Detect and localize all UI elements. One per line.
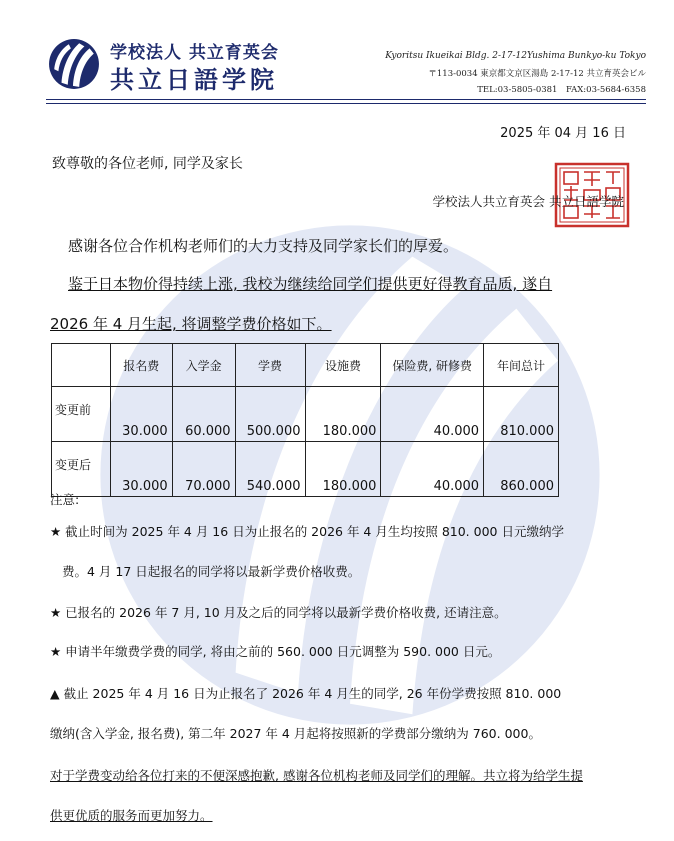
- table-cell: 860.000: [484, 442, 559, 497]
- note-1-line-2: 费。4 月 17 日起报名的同学将以最新学费价格收费。: [62, 564, 361, 579]
- table-cell: 70.000: [172, 442, 235, 497]
- header-insurance-training-fee: 保险费, 研修费: [381, 344, 484, 387]
- table-cell: 180.000: [305, 387, 381, 442]
- table-cell: 30.000: [110, 442, 172, 497]
- table-cell: 40.000: [381, 442, 484, 497]
- table-row: [52, 442, 559, 497]
- fee-table-header-row: [52, 344, 559, 387]
- note-1-line-1: ★ 截止时间为 2025 年 4 月 16 日为止报名的 2026 年 4 月生均按照 810. 000 日元缴纳学: [50, 524, 564, 539]
- table-cell: 810.000: [484, 387, 559, 442]
- address-japanese: 〒113-0034 東京都文京区湯島 2-17-12 共立育英会ビル: [428, 69, 646, 79]
- table-cell: 500.000: [235, 387, 305, 442]
- note-4-line-1: ▲ 截止 2025 年 4 月 16 日为止报名了 2026 年 4 月生的同学, 26 年份学费按照 810. 000: [50, 686, 562, 701]
- closing-line-1: 对于学费变动给各位打来的不便深感抱歉, 感谢各位机构老师及同学们的理解。共立将为给学生提: [50, 768, 583, 783]
- table-cell: 540.000: [235, 442, 305, 497]
- school-name: 共立日語学院: [110, 66, 278, 94]
- row-label-after: 变更后: [52, 442, 111, 497]
- letterhead: [0, 0, 674, 100]
- address-english: Kyoritsu Ikueikai Bldg. 2-17-12Yushima Bunkyo-ku Tokyo: [385, 51, 646, 61]
- greeting: 致尊敬的各位老师, 同学及家长: [52, 156, 243, 172]
- header-rule-thin: [46, 103, 646, 104]
- thanks-paragraph: 感谢各位合作机构老师们的大力支持及同学家长们的厚爱。: [68, 237, 459, 255]
- table-row: [52, 387, 559, 442]
- document-date: 2025 年 04 月 16 日: [500, 126, 626, 141]
- note-2: ★ 已报名的 2026 年 7 月, 10 月及之后的同学将以最新学费价格收费, 还请注意。: [50, 605, 507, 620]
- table-cell: 40.000: [381, 387, 484, 442]
- header-tuition: 学费: [235, 344, 305, 387]
- phone-fax: TEL:03-5805-0381 FAX:03-5684-6358: [477, 85, 646, 95]
- header-admission-fee: 入学金: [172, 344, 235, 387]
- intro-line-2: 2026 年 4 月生起, 将调整学费价格如下。: [50, 315, 332, 333]
- intro-line-1: 鉴于日本物价得持续上涨, 我校为继续给同学们提供更好得教育品质, 遂自: [68, 275, 553, 293]
- row-label-before: 变更前: [52, 387, 111, 442]
- header-rule: [46, 99, 646, 100]
- table-cell: 180.000: [305, 442, 381, 497]
- table-cell: 30.000: [110, 387, 172, 442]
- corporation-name: 学校法人 共立育英会: [110, 43, 279, 63]
- header-facility-fee: 设施费: [305, 344, 381, 387]
- table-corner-cell: [52, 344, 111, 387]
- notes-title: 注意:: [50, 492, 80, 507]
- fee-table: [51, 343, 559, 497]
- kyoritsu-logo-icon: [48, 38, 100, 90]
- note-3: ★ 申请半年缴费学费的同学, 将由之前的 560. 000 日元调整为 590. 000 日元。: [50, 644, 501, 659]
- note-4-line-2: 缴纳(含入学金, 报名费), 第二年 2027 年 4 月起将按照新的学费部分缴纳为 760. 000。: [50, 726, 541, 741]
- header-registration-fee: 报名费: [110, 344, 172, 387]
- closing-line-2: 供更优质的服务而更加努力。: [50, 808, 213, 823]
- header-annual-total: 年间总计: [484, 344, 559, 387]
- table-cell: 60.000: [172, 387, 235, 442]
- sender-signature: 学校法人共立育英会 共立日語学院: [432, 194, 624, 209]
